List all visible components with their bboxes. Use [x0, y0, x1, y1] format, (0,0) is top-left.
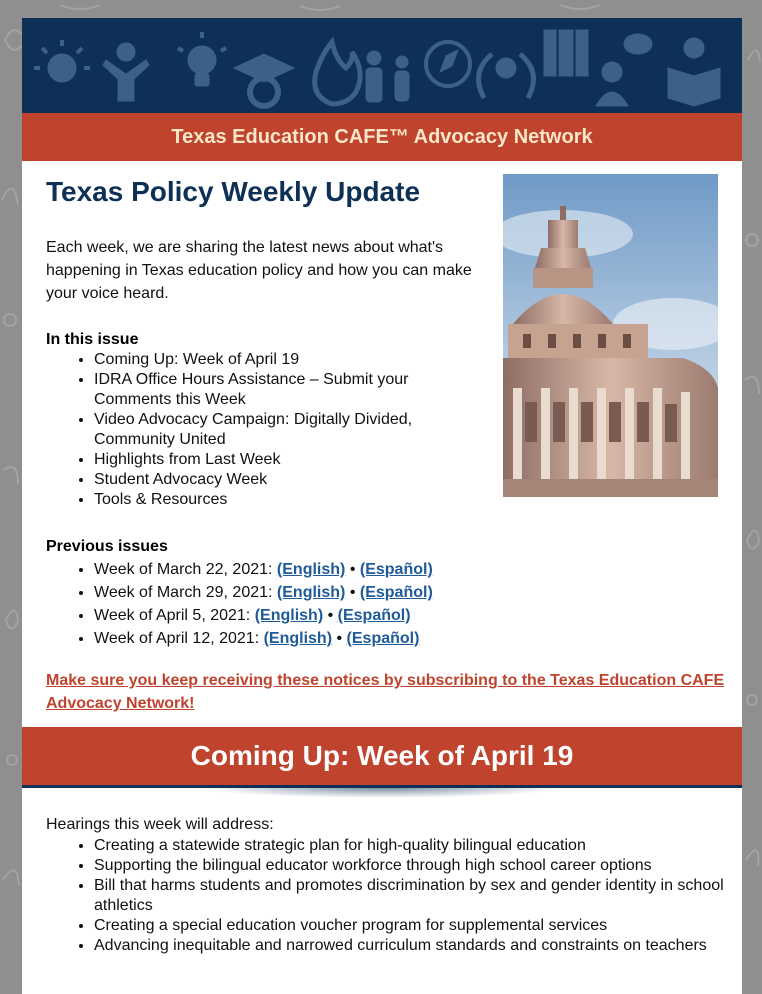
english-link[interactable]: (English): [263, 630, 333, 647]
wreath-icon: [479, 54, 534, 98]
list-item: [94, 604, 694, 627]
speech-icon: [596, 34, 652, 106]
espanol-link[interactable]: (Español): [346, 630, 420, 647]
hearings-intro: Hearings this week will address:: [46, 816, 274, 833]
intro-paragraph: Each week, we are sharing the latest news about what's happening in Texas education policy and how you can make your voice heard.: [46, 239, 472, 302]
separator: •: [336, 630, 343, 647]
list-item: • Bill that harms students and promotes discrimination by sex and gender identity in school athletics: [94, 876, 734, 916]
list-item: • Creating a special education voucher program for supplemental services: [94, 916, 734, 936]
list-item: • Coming Up: Week of April 19: [94, 350, 454, 370]
network-title: Texas Education CAFE™ Advocacy Network: [171, 125, 593, 148]
books-icon: [544, 30, 588, 76]
graduate-icon: [234, 54, 294, 106]
list-item: • Creating a statewide strategic plan for high-quality bilingual education: [94, 836, 734, 856]
coming-up-heading-bar: [22, 727, 742, 785]
separator: •: [349, 561, 356, 578]
english-link[interactable]: (English): [254, 607, 324, 624]
hearings-list: [46, 836, 734, 956]
separator: •: [327, 607, 334, 624]
list-item: • Highlights from Last Week: [94, 450, 454, 470]
in-this-issue-label: In this issue: [46, 331, 139, 348]
compass-icon: [426, 42, 470, 86]
list-item: • Video Advocacy Campaign: Digitally Divided, Community United: [94, 410, 454, 450]
english-link[interactable]: (English): [276, 584, 346, 601]
separator: •: [349, 584, 356, 601]
child-icon: [103, 43, 149, 101]
espanol-link[interactable]: (Español): [337, 607, 411, 624]
section-shadow: [202, 788, 562, 798]
issue-week: Week of March 29, 2021:: [94, 584, 273, 601]
header-banner: [22, 18, 742, 113]
flame-icon: [315, 42, 360, 104]
list-item: • Tools & Resources: [94, 490, 454, 510]
previous-issues-label: Previous issues: [46, 538, 168, 555]
subscribe-link[interactable]: Make sure you keep receiving these notices by subscribing to the Texas Education CAFE Advocacy Network!: [46, 672, 725, 712]
list-item: [94, 581, 694, 604]
reader-icon: [668, 38, 720, 106]
newsletter-email: [22, 18, 742, 994]
list-item: • Student Advocacy Week: [94, 470, 454, 490]
page-title: Texas Policy Weekly Update: [46, 176, 421, 207]
issue-week: Week of March 22, 2021:: [94, 561, 273, 578]
capitol-dome-photo: [503, 174, 718, 497]
list-item: [94, 627, 694, 650]
english-link[interactable]: (English): [276, 561, 346, 578]
list-item: • IDRA Office Hours Assistance – Submit your Comments this Week: [94, 370, 454, 410]
list-item: • Advancing inequitable and narrowed curriculum standards and constraints on teachers: [94, 936, 734, 956]
issue-list: [46, 350, 454, 510]
family-icon: [366, 51, 409, 102]
coming-up-heading: Coming Up: Week of April 19: [190, 740, 574, 771]
sun-icon: [34, 40, 90, 82]
list-item: [94, 558, 694, 581]
list-item: • Supporting the bilingual educator workforce through high school career options: [94, 856, 734, 876]
issue-week: Week of April 12, 2021:: [94, 630, 260, 647]
network-title-bar: [22, 113, 742, 161]
espanol-link[interactable]: (Español): [359, 561, 433, 578]
issue-week: Week of April 5, 2021:: [94, 607, 251, 624]
lightbulb-icon: [178, 32, 226, 86]
previous-issues-list: [46, 558, 694, 650]
espanol-link[interactable]: (Español): [359, 584, 433, 601]
